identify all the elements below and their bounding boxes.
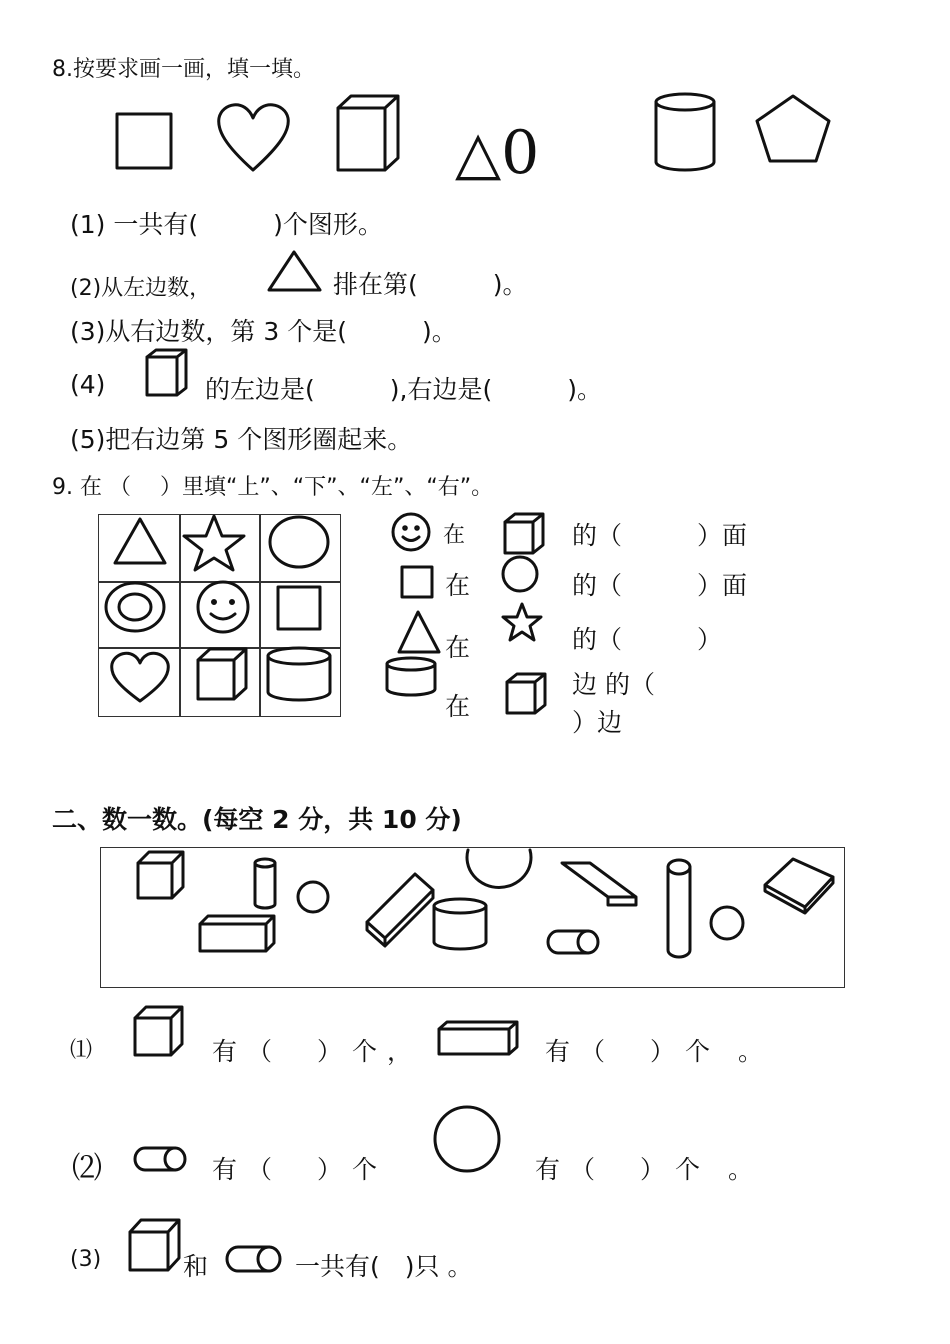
sphere-icon [710, 905, 748, 943]
section2-title: 二、数一数。(每空 2 分，共 10 分) [52, 805, 462, 834]
square-icon [276, 585, 326, 635]
triangle-icon [113, 517, 169, 567]
circle-icon [268, 515, 334, 571]
triangle-icon [397, 610, 443, 656]
s2-q2-b: 有（ ）个 。 [535, 1155, 763, 1184]
sphere-icon [297, 880, 333, 916]
cylinder-icon [253, 858, 279, 912]
square-icon [400, 565, 436, 601]
pentagon-icon [755, 93, 833, 165]
q8-item-3: (3)从右边数，第 3 个是( )。 [70, 317, 457, 346]
cuboid-small-icon [145, 348, 191, 398]
triangle-zero-text: △0 [455, 118, 540, 188]
cylinder-icon [225, 1244, 283, 1276]
s2-q3-num: (3) [70, 1247, 102, 1272]
star-icon [502, 602, 546, 646]
circle-icon [500, 555, 544, 597]
cuboid-icon [363, 868, 437, 948]
q9-row3-b: 的（ ） [572, 625, 723, 654]
cylinder-icon [546, 928, 602, 958]
cylinder-icon [266, 646, 336, 706]
cylinder-icon [653, 92, 719, 174]
cuboid-icon [560, 855, 640, 907]
cuboid-icon [335, 94, 403, 174]
q8-item-4b: 的左边是( ),右边是( )。 [205, 375, 602, 404]
q8-title: 8.按要求画一画，填一填。 [52, 57, 315, 82]
smiley-icon [390, 512, 436, 554]
sphere-icon [433, 1105, 505, 1177]
q8-item-4a: (4) [70, 370, 106, 399]
q9-row2-a: 在 [445, 571, 471, 600]
triangle-icon [267, 250, 323, 292]
cylinder-icon [432, 898, 492, 952]
smiley-icon [195, 580, 255, 636]
q9-row3-a: 在 [445, 633, 471, 662]
q8-item-5: (5)把右边第 5 个图形圈起来。 [70, 425, 413, 454]
cube-icon [505, 672, 551, 716]
s2-q1-num: ⑴ [70, 1038, 93, 1063]
q9-row4-b: 边 的（ [572, 670, 655, 699]
cube-icon [133, 1005, 187, 1059]
cylinder-icon [666, 858, 694, 960]
cube-icon [763, 855, 837, 915]
q9-row1-b: 的（ ）面 [572, 521, 748, 550]
ring-icon [104, 580, 170, 636]
q9-row4-a: 在 [445, 692, 471, 721]
cube-icon [196, 647, 252, 703]
cube-icon [503, 512, 549, 556]
q8-item-2a: (2)从左边数， [70, 276, 212, 301]
square-icon [115, 112, 175, 172]
cube-icon [136, 850, 188, 902]
q9-row1-a: 在 [443, 523, 466, 548]
s2-q2-a: 有（ ）个 [212, 1155, 388, 1184]
sphere-icon [464, 848, 534, 900]
s2-q1-a: 有（ ）个， [212, 1037, 423, 1066]
cuboid-icon [437, 1020, 521, 1058]
s2-q1-b: 有（ ）个 。 [545, 1037, 773, 1066]
heart-icon [215, 100, 295, 175]
s2-q3-a: 和 [183, 1252, 209, 1281]
q9-row2-b: 的（ ）面 [572, 571, 748, 600]
cube-icon [128, 1218, 184, 1274]
s2-q2-num: ⑵ [72, 1151, 102, 1186]
q9-title: 9. 在 （ ）里填“上”、“下”、“左”、“右”。 [52, 475, 494, 500]
q8-item-1: (1) 一共有( )个图形。 [70, 210, 383, 239]
s2-q3-b: 一共有( )只 。 [295, 1252, 473, 1281]
cuboid-icon [198, 914, 278, 954]
q9-row4-c: ）边 [572, 708, 623, 737]
cylinder-icon [385, 657, 441, 699]
q8-item-2b: 排在第( )。 [333, 270, 528, 299]
star-icon [182, 514, 248, 570]
cylinder-icon [133, 1145, 189, 1175]
heart-icon [108, 649, 174, 705]
